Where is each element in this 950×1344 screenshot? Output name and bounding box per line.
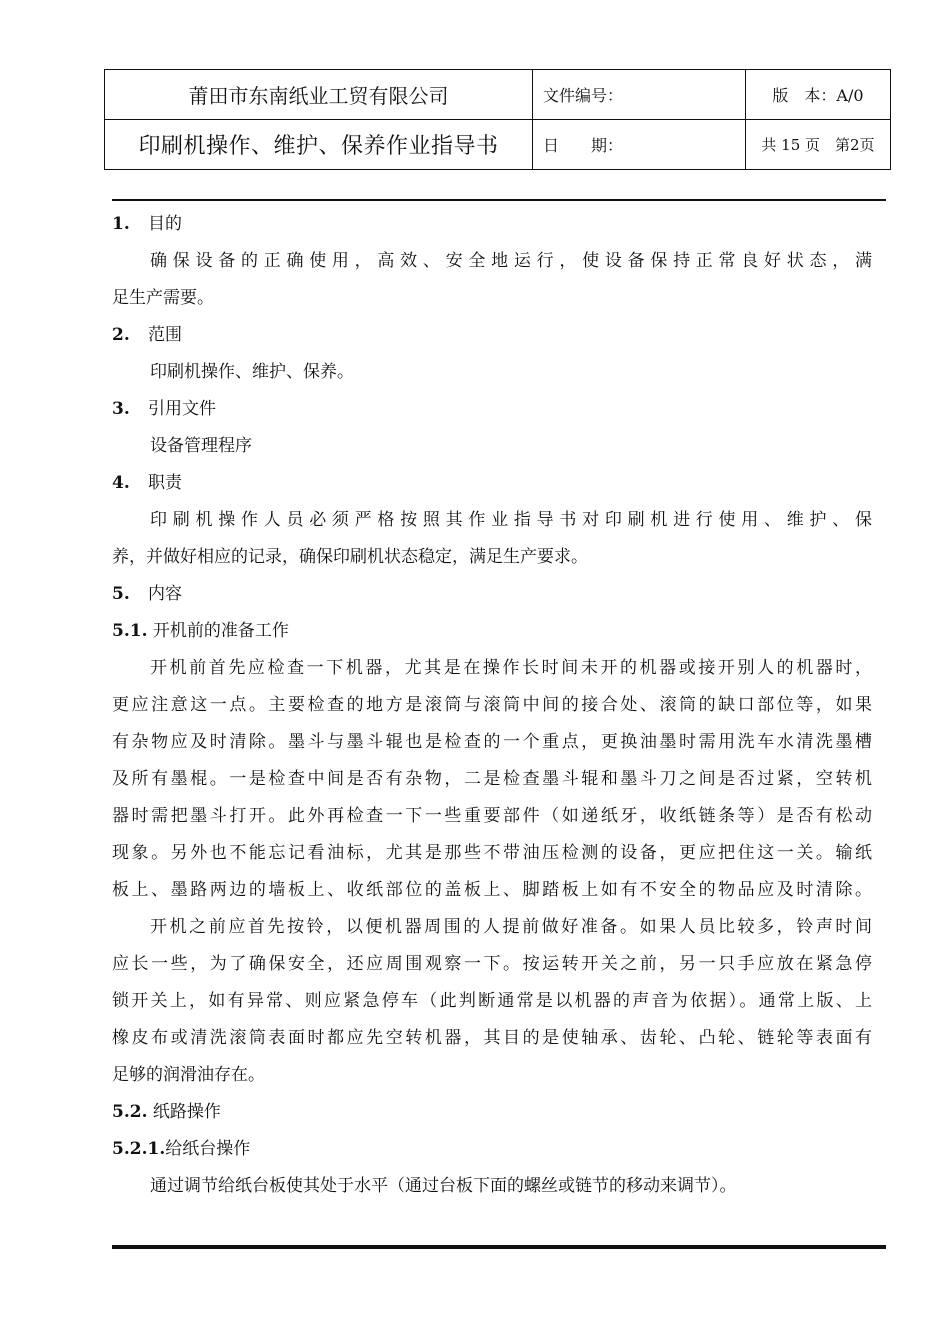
paragraph-line: 应长一些，为了确保安全，还应周围观察一下。按运转开关之前，另一只手应放在紧急停 bbox=[112, 954, 872, 974]
section-heading: 1. 目的 bbox=[112, 214, 182, 234]
paragraph-line: 现象。另外也不能忘记看油标，尤其是那些不带油压检测的设备，更应把住这一关。输纸 bbox=[112, 843, 872, 863]
paragraph-line: 足够的润滑油存在。 bbox=[112, 1065, 265, 1085]
document-header-table bbox=[104, 69, 891, 170]
subsection-heading: 5.2. 纸路操作 bbox=[112, 1102, 221, 1122]
paragraph-line: 橡皮布或清洗滚筒表面时都应先空转机器，其目的是使轴承、齿轮、凸轮、链轮等表面有 bbox=[112, 1028, 872, 1048]
paragraph-line: 确保设备的正确使用，高效、安全地运行，使设备保持正常良好状态，满 bbox=[150, 251, 872, 271]
paragraph-line: 开机前首先应检查一下机器，尤其是在操作长时间未开的机器或接开别人的机器时， bbox=[150, 658, 872, 678]
section-heading: 2. 范围 bbox=[112, 325, 182, 345]
paragraph-line: 印刷机操作、维护、保养。 bbox=[150, 362, 354, 382]
section-heading: 4. 职责 bbox=[112, 473, 182, 493]
paragraph-line: 器时需把墨斗打开。此外再检查一下一些重要部件（如递纸牙，收纸链条等）是否有松动 bbox=[112, 806, 872, 826]
footer-divider bbox=[112, 1245, 886, 1249]
version-label: 版 本：A/0 bbox=[746, 70, 891, 120]
paragraph-line: 通过调节给纸台板使其处于水平（通过台板下面的螺丝或链节的移动来调节）。 bbox=[150, 1176, 737, 1196]
paragraph-line: 足生产需要。 bbox=[112, 288, 214, 308]
paragraph-line: 有杂物应及时清除。墨斗与墨斗辊也是检查的一个重点，更换油墨时需用洗车水清洗墨槽 bbox=[112, 732, 872, 752]
paragraph-line: 及所有墨棍。一是检查中间是否有杂物，二是检查墨斗辊和墨斗刀之间是否过紧，空转机 bbox=[112, 769, 872, 789]
header-divider bbox=[112, 199, 886, 201]
subsection-heading: 5.2.1.给纸台操作 bbox=[112, 1139, 251, 1159]
file-number-label: 文件编号： bbox=[533, 70, 746, 120]
company-name: 莆田市东南纸业工贸有限公司 bbox=[105, 70, 533, 120]
paragraph-line: 板上、墨路两边的墙板上、收纸部位的盖板上、脚踏板上如有不安全的物品应及时清除。 bbox=[112, 880, 872, 900]
document-body bbox=[112, 206, 872, 1205]
paragraph-line: 印刷机操作人员必须严格按照其作业指导书对印刷机进行使用、维护、保 bbox=[150, 510, 872, 530]
subsection-heading: 5.1. 开机前的准备工作 bbox=[112, 621, 289, 641]
date-label: 日 期： bbox=[533, 120, 746, 170]
page-count: 共 15 页 第2页 bbox=[746, 120, 891, 170]
document-title: 印刷机操作、维护、保养作业指导书 bbox=[105, 120, 533, 170]
section-heading: 3. 引用文件 bbox=[112, 399, 216, 419]
paragraph-line: 锁开关上，如有异常、则应紧急停车（此判断通常是以机器的声音为依据）。通常上版、上 bbox=[112, 991, 872, 1011]
paragraph-line: 设备管理程序 bbox=[150, 436, 252, 456]
paragraph-line: 更应注意这一点。主要检查的地方是滚筒与滚筒中间的接合处、滚筒的缺口部位等，如果 bbox=[112, 695, 872, 715]
paragraph-line: 开机之前应首先按铃，以便机器周围的人提前做好准备。如果人员比较多，铃声时间 bbox=[150, 917, 872, 937]
section-heading: 5. 内容 bbox=[112, 584, 182, 604]
paragraph-line: 养，并做好相应的记录，确保印刷机状态稳定，满足生产要求。 bbox=[112, 547, 588, 567]
